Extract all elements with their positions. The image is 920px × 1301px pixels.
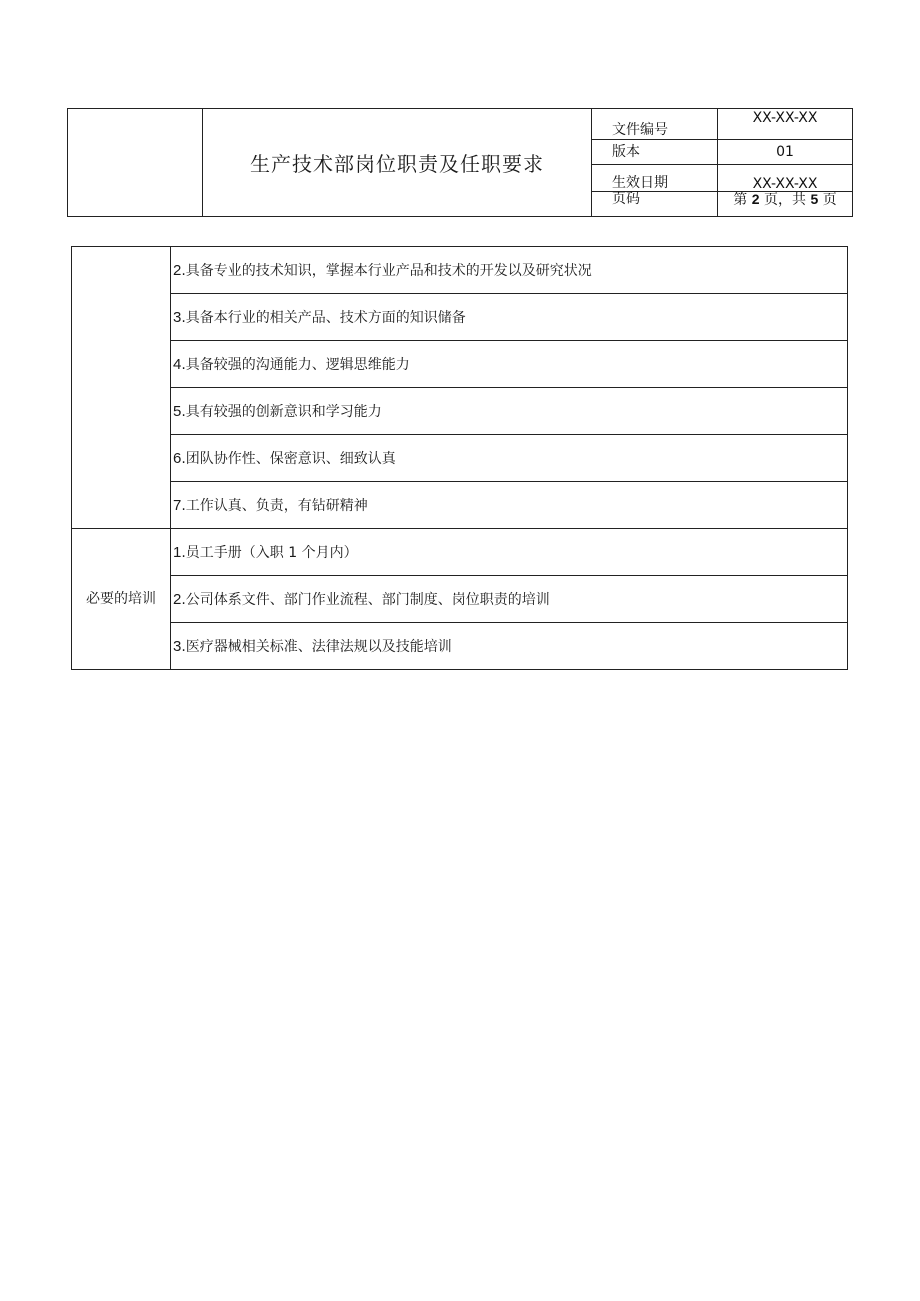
table-row [72,294,848,341]
page-mid: 页，共 [764,192,806,208]
document-header [67,108,853,217]
file-number-label: 文件编号 [592,109,718,140]
item-text: .工作认真、负责，有钻研精神 [181,497,368,514]
item-text: .具备专业的技术知识，掌握本行业产品和技术的开发以及研究状况 [181,262,592,279]
item-text: .具备较强的沟通能力、逻辑思维能力 [181,356,410,373]
section-label-qualifications [72,247,171,529]
item-number: 1 [173,543,182,561]
file-number-value: XX-XX-XX [718,109,853,140]
item-number: 5 [173,402,182,420]
list-item [171,294,848,341]
page-total: 5 [810,191,819,207]
page-prefix: 第 [733,192,748,208]
item-number: 4 [173,355,182,373]
version-label: 版本 [592,140,718,165]
table-row [72,341,848,388]
page-suffix: 页 [822,192,837,208]
table-row [72,576,848,623]
list-item [171,341,848,388]
item-text: .具有较强的创新意识和学习能力 [181,403,382,420]
requirements-table [71,246,848,670]
table-row [72,247,848,294]
list-item [171,482,848,529]
item-number: 7 [173,496,182,514]
item-text: .医疗器械相关标准、法律法规以及技能培训 [181,638,452,655]
logo-area [68,109,203,217]
page-number-value [718,192,853,217]
item-text: .具备本行业的相关产品、技术方面的知识储备 [181,309,466,326]
list-item [171,435,848,482]
table-row [72,482,848,529]
list-item [171,576,848,623]
page-current: 2 [751,191,760,207]
item-text: .公司体系文件、部门作业流程、部门制度、岗位职责的培训 [181,591,550,608]
document-title: 生产技术部岗位职责及任职要求 [203,109,592,217]
list-item [171,623,848,670]
table-row [72,435,848,482]
version-value: 01 [718,140,853,165]
list-item [171,247,848,294]
page-number-label: 页码 [592,192,718,217]
list-item [171,388,848,435]
item-number: 6 [173,449,182,467]
table-row [72,388,848,435]
item-text: .员工手册（入职 1 个月内） [181,544,358,561]
list-item [171,529,848,576]
item-number: 2 [173,261,182,279]
section-label-training: 必要的培训 [72,529,171,670]
item-text: .团队协作性、保密意识、细致认真 [181,450,396,467]
table-row [72,623,848,670]
table-row [72,529,848,576]
item-number: 3 [173,637,182,655]
effective-date-label: 生效日期 [592,165,718,192]
item-number: 3 [173,308,182,326]
item-number: 2 [173,590,182,608]
effective-date-value: XX-XX-XX [718,165,853,192]
